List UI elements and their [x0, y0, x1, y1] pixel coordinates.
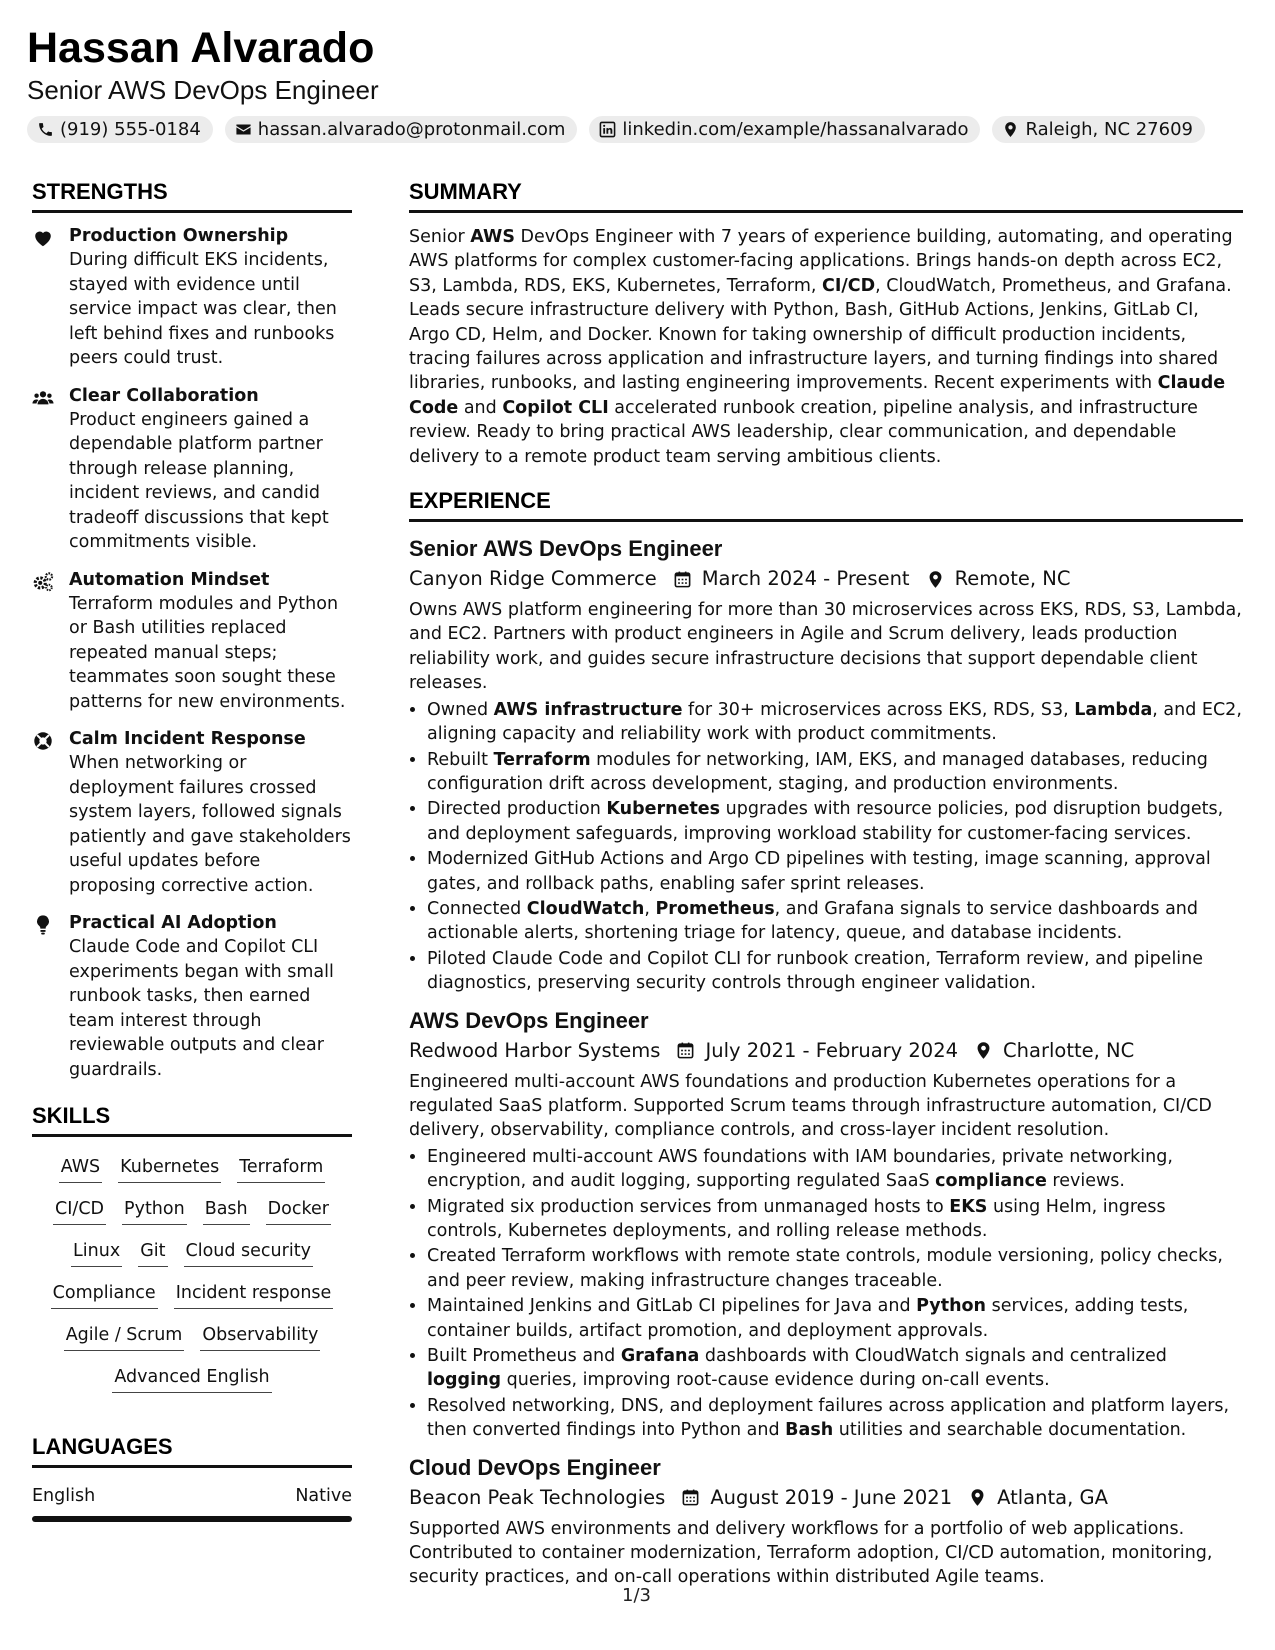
job-company: Redwood Harbor Systems	[409, 1038, 661, 1062]
bold-keyword: Terraform	[493, 749, 591, 770]
job-bullet: • Engineered multi-account AWS foundations with IAM boundaries, private networking, encryption, and audit logging, supporting regulated SaaS compliance reviews.	[427, 1145, 1243, 1194]
skill-tag: Terraform	[237, 1155, 325, 1183]
job-meta	[409, 1036, 1243, 1066]
skill-tag: Advanced English	[112, 1365, 271, 1393]
skill-tag: Linux	[71, 1239, 122, 1267]
job-bullet: • Created Terraform workflows with remote state controls, module versioning, policy checks, and peer review, making infrastructure changes traceable.	[427, 1244, 1243, 1293]
skill-tag: CI/CD	[53, 1197, 106, 1225]
strength-item	[32, 385, 352, 555]
skill-tag: Incident response	[174, 1281, 334, 1309]
envelope-icon	[235, 121, 252, 138]
job-description: Owns AWS platform engineering for more than 30 microservices across EKS, RDS, S3, Lambda, and EC2. Partners with product engineers in Agile and Scrum delivery, leads production reliability work, and guides secure infrastructure decisions that support dependable client releases.	[409, 600, 1242, 694]
contact-text: hassan.alvarado@protonmail.com	[257, 119, 566, 140]
job-meta	[409, 564, 1243, 594]
users-icon	[32, 387, 54, 409]
strength-item	[32, 225, 352, 371]
bold-keyword: Grafana	[620, 1346, 700, 1367]
job-bullet: • Directed production Kubernetes upgrades with resource policies, pod disruption budgets, and deployment safeguards, improving workload stability for customer-facing services.	[427, 797, 1243, 846]
strength-desc: During difficult EKS incidents, stayed with evidence until service impact was clear, then left behind fixes and runbooks peers could trust.	[69, 250, 337, 368]
job-entry	[409, 1006, 1243, 1443]
bold-keyword: Prometheus	[655, 898, 775, 919]
job-bullet: • Connected CloudWatch, Prometheus, and Grafana signals to service dashboards and actionable alerts, shortening triage for latency, queue, and database incidents.	[427, 897, 1243, 946]
life-ring-icon	[32, 730, 54, 752]
skill-tag: Docker	[266, 1197, 331, 1225]
contact-text: Raleigh, NC 27609	[1025, 119, 1193, 140]
language-level: Native	[295, 1486, 352, 1506]
job-bullet: • Maintained Jenkins and GitLab CI pipelines for Java and Python services, adding tests, container builds, artifact promotion, and deployment approvals.	[427, 1294, 1243, 1343]
bold-keyword: Python	[916, 1296, 987, 1317]
strength-item	[32, 912, 352, 1082]
skill-tag: Kubernetes	[118, 1155, 221, 1183]
job-company: Canyon Ridge Commerce	[409, 567, 657, 591]
job-location: Remote, NC	[954, 567, 1071, 591]
bold-keyword: CI/CD	[822, 275, 876, 296]
page-number: 1/3	[622, 1585, 651, 1606]
job-bullet: • Resolved networking, DNS, and deployment failures across application and platform layers, then converted findings into Python and Bash utilities and searchable documentation.	[427, 1394, 1243, 1443]
strength-item	[32, 569, 352, 715]
calendar-icon	[673, 570, 692, 589]
job-bullet: • Migrated six production services from unmanaged hosts to EKS using Helm, ingress controls, Kubernetes deployments, and rolling release methods.	[427, 1195, 1243, 1244]
language-proficiency-bar	[32, 1516, 352, 1522]
summary-heading: SUMMARY	[409, 178, 1243, 213]
strength-desc: Claude Code and Copilot CLI experiments began with small runbook tasks, then earned team interest through reviewable outputs and clear guardrails.	[69, 937, 334, 1080]
bold-keyword: AWS	[470, 227, 515, 247]
job-dates: August 2019 - June 2021	[710, 1485, 953, 1509]
bold-keyword: Bash	[785, 1420, 834, 1441]
calendar-icon	[676, 1041, 695, 1060]
lightbulb-icon	[32, 914, 54, 936]
strength-title: Production Ownership	[69, 226, 289, 246]
resume-header	[27, 22, 1252, 143]
job-title: AWS DevOps Engineer	[409, 1007, 649, 1033]
summary-text: Senior AWS DevOps Engineer with 7 years of experience building, automating, and operating AWS platforms for complex customer-facing applications. Brings hands-on depth across EC2, S3, Lambda, RDS, EKS, Kubernetes, Terraform, CI/CD, CloudWatch, Prometheus, and Grafana. Leads secure infrastructure delivery with Python, Bash, GitHub Actions, Jenkins, GitLab CI, Argo CD, Helm, and Docker. Known for taking ownership of difficult production incidents, tracing failures across application and infrastructure layers, and turning findings into shared libraries, runbooks, and lasting engineering improvements. Recent experiments with Claude Code and Copilot CLI accelerated runbook creation, pipeline analysis, and infrastructure review. Ready to bring practical AWS leadership, clear communication, and dependable delivery to a remote product team serving ambitious clients.	[409, 227, 1233, 467]
skills-list	[32, 1149, 352, 1393]
strength-title: Automation Mindset	[69, 569, 270, 590]
contact-phone[interactable]	[27, 116, 213, 143]
linkedin-icon	[599, 121, 616, 138]
skill-tag: Compliance	[51, 1281, 158, 1309]
language-name: English	[32, 1486, 96, 1506]
map-pin-icon	[968, 1488, 987, 1507]
bold-keyword: EKS	[949, 1196, 988, 1217]
candidate-role: Senior AWS DevOps Engineer	[27, 75, 379, 105]
job-bullets	[409, 698, 1243, 996]
phone-icon	[37, 121, 54, 138]
bold-keyword: compliance	[935, 1171, 1047, 1192]
strengths-heading: STRENGTHS	[32, 178, 352, 213]
strength-item	[32, 728, 352, 898]
job-bullet: • Owned AWS infrastructure for 30+ microservices across EKS, RDS, S3, Lambda, and EC2, aligning capacity and reliability work with product commitments.	[427, 698, 1243, 747]
skill-tag: Observability	[200, 1323, 320, 1351]
job-entry	[409, 1453, 1243, 1590]
contact-linkedin[interactable]	[589, 116, 980, 143]
left-column	[32, 178, 352, 1522]
strength-desc: When networking or deployment failures crossed system layers, followed signals patiently and gave stakeholders useful updates before proposing corrective action.	[69, 753, 351, 896]
job-dates: March 2024 - Present	[701, 567, 910, 591]
job-bullet: • Modernized GitHub Actions and Argo CD pipelines with testing, image scanning, approval gates, and rollback paths, enabling safer sprint releases.	[427, 847, 1243, 896]
skill-tag: AWS	[59, 1155, 102, 1183]
bold-keyword: Copilot CLI	[502, 397, 609, 418]
contact-location	[992, 116, 1205, 143]
job-meta	[409, 1483, 1243, 1513]
job-title: Senior AWS DevOps Engineer	[409, 536, 723, 562]
contact-email[interactable]	[225, 116, 578, 143]
strength-title: Clear Collaboration	[69, 385, 259, 406]
contact-text: linkedin.com/example/hassanalvarado	[622, 119, 969, 140]
skill-tag: Agile / Scrum	[64, 1323, 185, 1351]
skill-tag: Cloud security	[184, 1239, 313, 1267]
skill-tag: Git	[138, 1239, 167, 1267]
bold-keyword: Lambda	[1074, 699, 1153, 720]
job-entry	[409, 534, 1243, 996]
experience-heading: EXPERIENCE	[409, 487, 1243, 522]
contact-text: (919) 555-0184	[60, 119, 201, 140]
job-location: Charlotte, NC	[1003, 1038, 1135, 1062]
bold-keyword: AWS infrastructure	[493, 699, 683, 720]
map-pin-icon	[926, 570, 945, 589]
calendar-icon	[681, 1488, 700, 1507]
job-bullet: • Built Prometheus and Grafana dashboards with CloudWatch signals and centralized logging queries, improving root-cause evidence during on-call events.	[427, 1344, 1243, 1393]
map-pin-icon	[1002, 121, 1019, 138]
experience-list	[409, 534, 1243, 1590]
strength-title: Practical AI Adoption	[69, 913, 277, 933]
skill-tag: Bash	[203, 1197, 250, 1225]
bold-keyword: logging	[427, 1370, 502, 1391]
strength-desc: Product engineers gained a dependable platform partner through release planning, incident reviews, and candid tradeoff discussions that kept commitments visible.	[69, 409, 329, 552]
job-description: Engineered multi-account AWS foundations and production Kubernetes operations for a regulated SaaS platform. Supported Scrum teams through infrastructure automation, CI/CD delivery, observability, compliance controls, and cross-layer incident resolution.	[409, 1071, 1212, 1141]
language-row	[32, 1480, 352, 1508]
job-description: Supported AWS environments and delivery workflows for a portfolio of web applications. Contributed to container modernization, Terraform adoption, CI/CD automation, monitoring, security practices, and on-call operations within distributed Agile teams.	[409, 1518, 1213, 1588]
candidate-name: Hassan Alvarado	[27, 24, 375, 72]
job-bullets	[409, 1145, 1243, 1443]
job-bullet: • Piloted Claude Code and Copilot CLI for runbook creation, Terraform review, and pipeline diagnostics, preserving security controls through engineer validation.	[427, 947, 1243, 996]
strength-title: Calm Incident Response	[69, 729, 306, 749]
job-location: Atlanta, GA	[997, 1485, 1108, 1509]
job-title: Cloud DevOps Engineer	[409, 1454, 661, 1480]
job-bullet: • Rebuilt Terraform modules for networking, IAM, EKS, and managed databases, reducing configuration drift across development, staging, and production environments.	[427, 748, 1243, 797]
gears-icon	[32, 571, 54, 593]
heart-icon	[32, 227, 54, 249]
bold-keyword: CloudWatch	[526, 898, 645, 919]
map-pin-icon	[974, 1041, 993, 1060]
job-dates: July 2021 - February 2024	[705, 1038, 959, 1062]
contact-bar	[27, 116, 1252, 143]
skill-tag: Python	[122, 1197, 187, 1225]
strength-desc: Terraform modules and Python or Bash utilities replaced repeated manual steps; teammates soon sought these patterns for new environments.	[69, 593, 346, 712]
job-company: Beacon Peak Technologies	[409, 1485, 666, 1509]
languages-heading: LANGUAGES	[32, 1433, 352, 1468]
bold-keyword: Kubernetes	[606, 799, 721, 820]
right-column	[409, 178, 1243, 1600]
skills-heading: SKILLS	[32, 1102, 352, 1137]
bold-keyword: Claude Code	[409, 373, 1226, 418]
